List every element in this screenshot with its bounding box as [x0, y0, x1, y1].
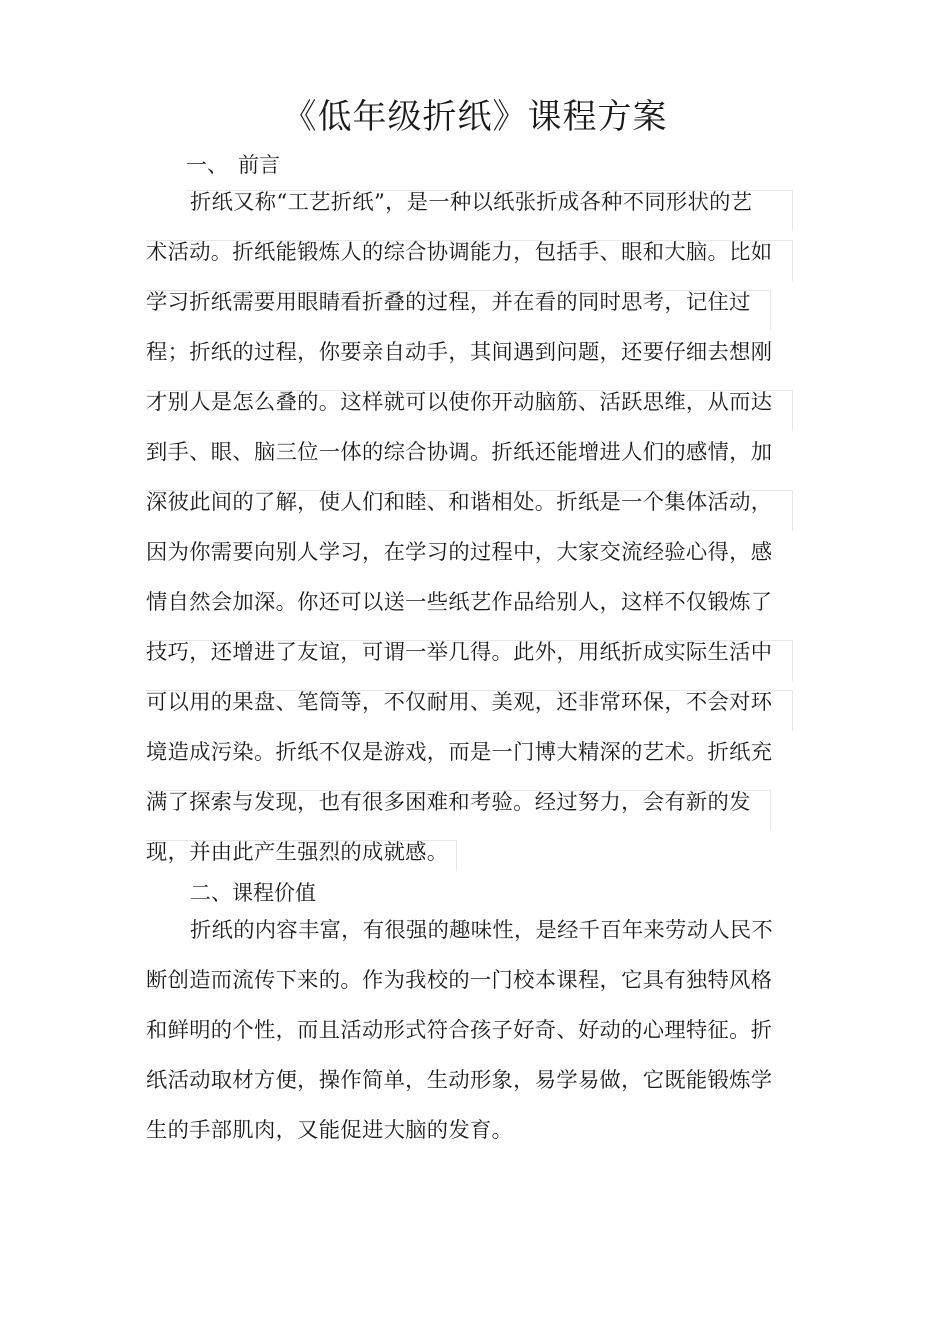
paragraph-line: 和鲜明的个性，而且活动形式符合孩子好奇、好动的心理特征。折 [146, 1018, 773, 1043]
paragraph-line: 断创造而流传下来的。作为我校的一门校本课程，它具有独特风格 [146, 968, 773, 993]
paragraph-line: 学习折纸需要用眼睛看折叠的过程，并在看的同时思考，记住过 [146, 290, 751, 315]
paragraph-line: 纸活动取材方便，操作简单，生动形象，易学易做，它既能锻炼学 [146, 1068, 773, 1093]
section-number: 一、 [186, 153, 228, 177]
paragraph-line: 因为你需要向别人学习，在学习的过程中，大家交流经验心得，感 [146, 540, 773, 565]
section-title: 前言 [238, 153, 280, 177]
paragraph-line: 才别人是怎么叠的。这样就可以使你开动脑筋、活跃思维，从而达 [146, 390, 773, 415]
course-value-paragraph [146, 906, 794, 1156]
paragraph-line: 到手、眼、脑三位一体的综合协调。折纸还能增进人们的感情，加 [146, 440, 773, 465]
preface-paragraph [146, 178, 794, 878]
paragraph-line: 折纸又称“工艺折纸”，是一种以纸张折成各种不同形状的艺 [190, 190, 753, 215]
section-heading-course-value: 二、课程价值 [190, 881, 316, 905]
paragraph-line: 深彼此间的了解，使人们和睦、和谐相处。折纸是一个集体活动， [146, 490, 773, 515]
paragraph-line: 生的手部肌肉，又能促进大脑的发育。 [146, 1118, 514, 1143]
section-heading-preface [186, 150, 280, 180]
paragraph-line: 可以用的果盘、笔筒等，不仅耐用、美观，还非常环保，不会对环 [146, 690, 773, 715]
document-title: 《低年级折纸》课程方案 [282, 97, 668, 137]
paragraph-line: 术活动。折纸能锻炼人的综合协调能力，包括手、眼和大脑。比如 [146, 240, 773, 265]
paragraph-line: 情自然会加深。你还可以送一些纸艺作品给别人，这样不仅锻炼了 [146, 590, 773, 615]
paragraph-line: 折纸的内容丰富，有很强的趣味性，是经千百年来劳动人民不 [190, 918, 774, 943]
paragraph-line: 满了探索与发现，也有很多困难和考验。经过努力，会有新的发 [146, 790, 751, 815]
paragraph-line: 境造成污染。折纸不仅是游戏，而是一门博大精深的艺术。折纸充 [146, 740, 773, 765]
paragraph-line: 现，并由此产生强烈的成就感。 [146, 840, 449, 865]
paragraph-line: 程；折纸的过程，你要亲自动手，其间遇到问题，还要仔细去想刚 [146, 340, 773, 365]
paragraph-line: 技巧，还增进了友谊，可谓一举几得。此外，用纸折成实际生活中 [146, 640, 773, 665]
